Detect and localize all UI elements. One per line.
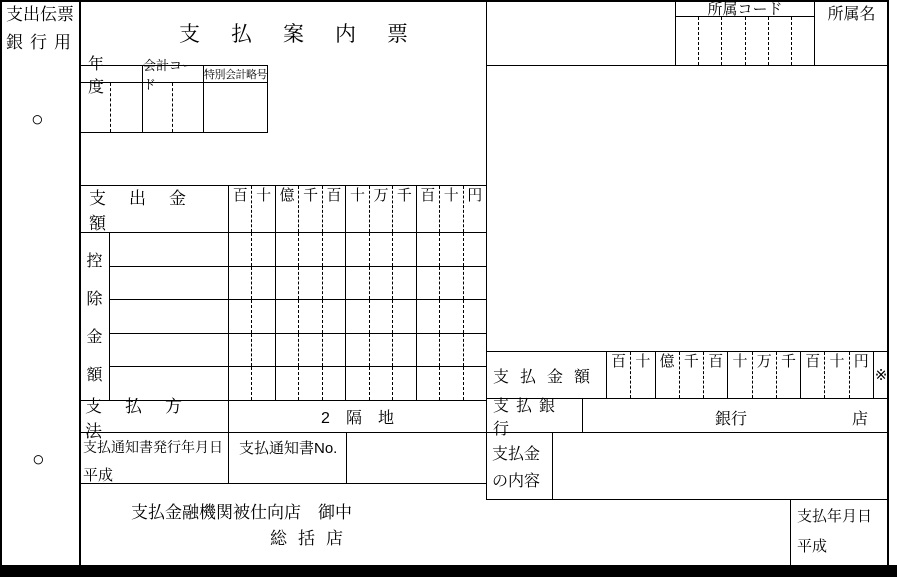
bank-use-label: 銀行用 (6, 33, 78, 52)
summary-branch-text: 総括店 (270, 529, 354, 548)
digit-column-億: 億 (655, 352, 679, 398)
deduction-char: 除 (86, 291, 103, 308)
digit-cell (322, 267, 345, 300)
digit-cell (345, 300, 368, 333)
special-account-column (203, 66, 267, 132)
digit-column-百: 百 (416, 186, 439, 232)
digit-cell (275, 233, 298, 266)
payment-date-box (790, 500, 888, 566)
digit-column-千: 千 (776, 352, 800, 398)
digit-cell (275, 300, 298, 333)
digit-column-百: 百 (800, 352, 824, 398)
payment-date-era: 平成 (797, 538, 828, 555)
digit-cell (251, 300, 274, 333)
expenditure-amount-row (80, 185, 486, 233)
digit-column-百: 百 (703, 352, 727, 398)
digit-cell (416, 300, 439, 333)
digit-cell (416, 367, 439, 400)
payment-amount-label: 支払金額 (486, 352, 607, 398)
deduction-char: 控 (86, 253, 103, 270)
affiliation-code-cell (768, 17, 791, 65)
fiscal-year-cell-divider (110, 83, 111, 132)
digit-cell (229, 267, 251, 300)
circle-mark-bottom: ○ (32, 448, 45, 471)
affiliation-code-box (675, 0, 815, 65)
special-account-label: 特別会計略号 (204, 66, 267, 83)
digit-column-百: 百 (232, 187, 248, 204)
deduction-rows (110, 233, 486, 400)
digit-cell (369, 367, 392, 400)
digit-column-十: 十 (727, 352, 751, 398)
affiliation-code-cell (791, 17, 814, 65)
deduction-char: 額 (86, 367, 103, 384)
payment-bank-row (486, 397, 888, 438)
payment-bank-value-cell (583, 399, 888, 432)
digit-cell (251, 233, 274, 266)
digit-cell (298, 233, 321, 266)
payment-amount-digit-grid (607, 352, 873, 398)
digit-cell (463, 334, 486, 367)
account-code-cell-divider (172, 83, 173, 132)
payment-content-label-line1: 支払金 (492, 446, 541, 463)
digit-column-十: 十 (439, 186, 462, 232)
payment-method-label: 支払方法 (80, 401, 229, 432)
deduction-label (80, 233, 110, 400)
fiscal-year-column (80, 56, 142, 132)
payment-content-box (486, 433, 888, 500)
reference-mark: ※ (873, 352, 888, 398)
digit-cell (322, 334, 345, 367)
digit-cell (392, 334, 415, 367)
digit-column-十: 十 (251, 186, 274, 232)
digit-cell (229, 233, 251, 266)
digit-cell (345, 334, 368, 367)
digit-cell (322, 300, 345, 333)
deduction-name-cell (110, 267, 229, 300)
affiliation-code-cell (676, 17, 698, 65)
digit-column-百: 百 (611, 353, 627, 370)
digit-cell (439, 233, 462, 266)
digit-cell (298, 267, 321, 300)
digit-cell (463, 367, 486, 400)
digit-cell (439, 367, 462, 400)
affiliation-name-label: 所属名 (827, 6, 876, 23)
payment-method-row (80, 396, 486, 441)
digit-cell (345, 367, 368, 400)
digit-cell (392, 233, 415, 266)
digit-cell (439, 267, 462, 300)
header-underline-right (486, 65, 888, 66)
deduction-digit-grid (229, 300, 486, 333)
deduction-row (110, 333, 486, 367)
digit-cell (345, 233, 368, 266)
affiliation-code-cells (676, 17, 814, 65)
deduction-name-cell (110, 300, 229, 333)
digit-cell (298, 367, 321, 400)
digit-cell (322, 233, 345, 266)
digit-column-億: 億 (275, 186, 298, 232)
digit-cell (416, 334, 439, 367)
digit-cell (369, 300, 392, 333)
digit-column-千: 千 (392, 186, 415, 232)
bank-word: 銀行 (715, 411, 748, 428)
digit-cell (416, 267, 439, 300)
digit-column-万: 万 (369, 186, 392, 232)
digit-cell (345, 267, 368, 300)
affiliation-code-cell (745, 17, 768, 65)
account-code-cell (143, 83, 203, 132)
expenditure-digit-grid (229, 186, 486, 232)
digit-column-十: 十 (824, 352, 848, 398)
bottom-black-bar (0, 565, 897, 577)
payment-content-label-line2: の内容 (492, 473, 541, 490)
digit-column-万: 万 (752, 352, 776, 398)
digit-cell (229, 300, 251, 333)
digit-cell (463, 267, 486, 300)
deduction-digit-grid (229, 367, 486, 400)
digit-cell (229, 367, 251, 400)
digit-column-円: 円 (849, 352, 873, 398)
fiscal-year-label: 年度 (80, 66, 142, 83)
digit-cell (392, 367, 415, 400)
digit-cell (251, 334, 274, 367)
notice-issue-date-cell (80, 433, 229, 483)
addressee-text: 支払金融機関被仕向店 御中 (131, 503, 352, 522)
branch-word: 店 (852, 411, 869, 428)
digit-cell (463, 233, 486, 266)
digit-column-百: 百 (322, 186, 345, 232)
digit-cell (416, 233, 439, 266)
notice-issue-date-label: 支払通知書発行年月日 (83, 439, 223, 455)
payment-method-value: 2 隔 地 (321, 410, 394, 427)
notice-issue-era: 平成 (83, 467, 114, 484)
digit-cell (369, 334, 392, 367)
digit-cell (229, 334, 251, 367)
account-code-label: 会計コード (143, 66, 203, 83)
slip-type-label: 支出伝票 (6, 5, 74, 24)
digit-column-千: 千 (679, 352, 703, 398)
circle-mark-top: ○ (31, 108, 44, 131)
deduction-name-cell (110, 334, 229, 367)
digit-cell (322, 367, 345, 400)
deduction-row (110, 266, 486, 300)
payment-content-cell (553, 433, 888, 499)
deduction-name-cell (110, 233, 229, 266)
expenditure-amount-label: 支出金額 (80, 186, 229, 232)
digit-cell (392, 267, 415, 300)
deduction-row (110, 233, 486, 266)
digit-column-円: 円 (463, 186, 486, 232)
digit-cell (275, 267, 298, 300)
digit-cell (439, 334, 462, 367)
digit-cell (392, 300, 415, 333)
deduction-digit-grid (229, 267, 486, 300)
fiscal-year-table (80, 56, 268, 133)
form-title: 支払案内票 (179, 23, 439, 46)
digit-cell (369, 233, 392, 266)
deduction-block (80, 233, 486, 400)
digit-cell (275, 367, 298, 400)
digit-cell (298, 300, 321, 333)
digit-cell (463, 300, 486, 333)
affiliation-code-cell (721, 17, 744, 65)
digit-column-十: 十 (630, 352, 654, 398)
digit-column-十: 十 (345, 186, 368, 232)
deduction-char: 金 (86, 329, 103, 346)
digit-cell (298, 334, 321, 367)
affiliation-code-cell (698, 17, 721, 65)
digit-cell (369, 267, 392, 300)
special-account-cell (204, 83, 267, 132)
payment-notice-row (80, 433, 486, 484)
payment-date-label: 支払年月日 (797, 508, 873, 525)
deduction-digit-grid (229, 334, 486, 367)
payment-content-label (486, 433, 553, 499)
notice-number-cell (347, 433, 486, 483)
digit-cell (251, 367, 274, 400)
notice-number-label: 支払通知書No. (229, 433, 347, 483)
deduction-digit-grid (229, 233, 486, 266)
digit-cell (439, 300, 462, 333)
fiscal-year-cell (80, 83, 142, 132)
digit-column-千: 千 (298, 186, 321, 232)
affiliation-code-label: 所属コード (676, 0, 814, 17)
deduction-row (110, 299, 486, 333)
digit-cell (251, 267, 274, 300)
digit-cell (275, 334, 298, 367)
payment-bank-label: 支払銀行 (486, 399, 583, 432)
